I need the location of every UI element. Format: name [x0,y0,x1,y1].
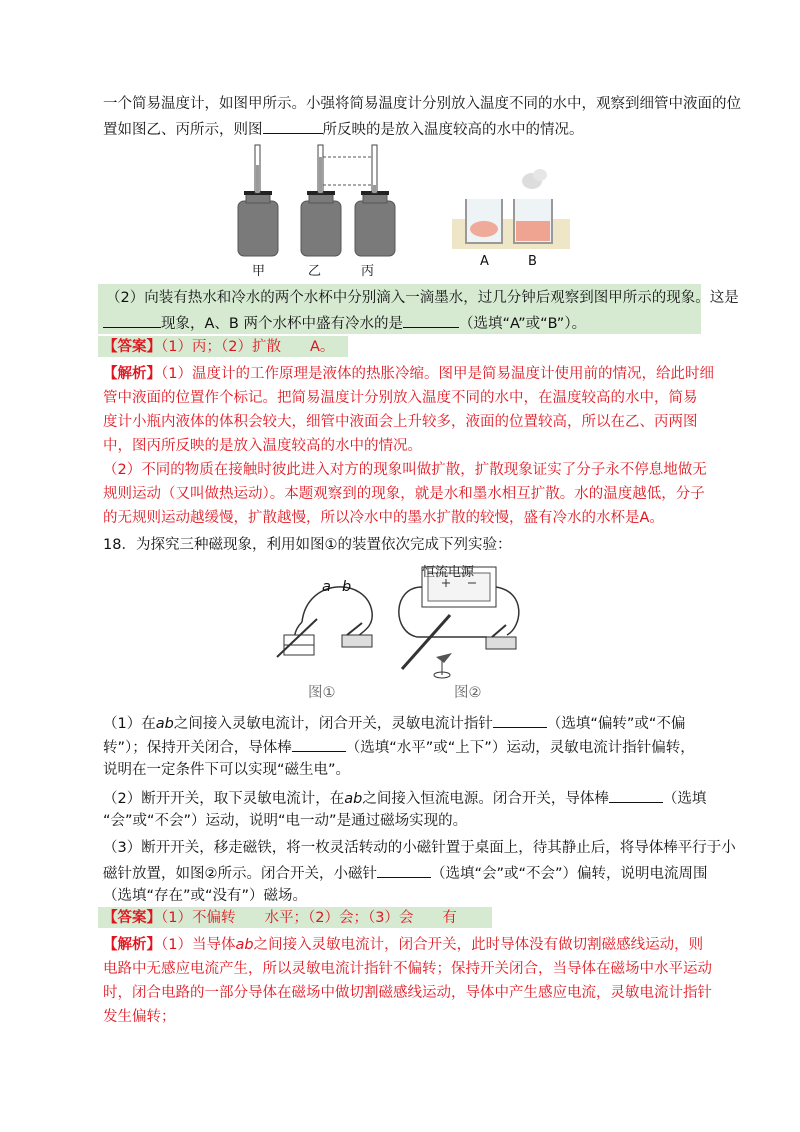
analysis-18-line-2: 电路中无感应电流产生，所以灵敏电流计指针不偏转；保持开关闭合，当导体在磁场中水平运动 [103,961,712,977]
analysis-17-line-2: 管中液面的位置作个标记。把简易温度计分别放入温度不同的水中，在温度较高的水中，简易 [103,390,698,406]
analysis-17-line-6: 规则运动（又叫做热运动）。本题观察到的现象，就是水和墨水相互扩散。水的温度越低，分子 [103,486,705,502]
q18-p1-line-3: 说明在一定条件下可以实现“磁生电”。 [103,762,351,778]
power-supply-label: 恒流电源 [422,565,475,580]
q18-p3-line-2: 磁针放置，如图②所示。闭合开关，小磁针 （选填“会”或“不会”）偏转，说明电流周围 [103,862,708,884]
beaker-figure [452,167,570,252]
q18-p3-line-3: （选填“存在”或“没有”）磁场。 [103,888,308,904]
q18-p2-line-2: “会”或“不会”）运动，说明“电一动”是通过磁场实现的。 [103,813,468,829]
q18-p2-line-1: （2）断开开关，取下灵敏电流计，在ab之间接入恒流电源。闭合开关，导体棒 （选填 [103,787,706,809]
answer-tag: 【答案】 [103,910,161,926]
analysis-18-line-4: 发生偏转； [103,1009,176,1025]
answer-blank[interactable] [377,862,431,878]
q18-p3-line-1: （3）断开开关，移走磁铁，将一枚灵活转动的小磁针置于桌面上，待其静止后，将导体棒平行于小 [103,840,736,856]
thermometer-figure [230,143,400,278]
answer-blank[interactable] [403,312,459,328]
figure-1-caption: 图① [308,685,336,701]
thermo-caption-yi: 乙 [308,264,322,279]
analysis-17-line-4: 中，图丙所反映的是放入温度较高的水中的情况。 [103,438,422,454]
analysis-17-line-1: 【解析】（1）温度计的工作原理是液体的热胀冷缩。图甲是简易温度计使用前的情况，给此时细 [103,366,714,382]
thermo-caption-jia: 甲 [252,264,266,279]
figure-2-caption: 图② [454,685,482,701]
analysis-17-line-7: 的无规则运动越缓慢，扩散越慢，所以冷水中的墨水扩散的较慢，盛有冷水的水杯是A。 [103,510,664,526]
answer-blank[interactable] [493,712,547,728]
q2-line-2: 现象，A、B 两个水杯中盛有冷水的是 （选填“A”或“B”）。 [103,312,586,334]
beaker-caption-a: A [480,254,489,269]
question-18-stem: 18．为探究三种磁现象，利用如图①的装置依次完成下列实验： [103,537,512,553]
answer-text: （1）不偏转 水平；（2）会；（3）会 有 [161,910,457,926]
answer-text: （1）丙；（2）扩散 A。 [161,339,335,355]
q18-p1-line-2: 转”）；保持开关闭合，导体棒 （选填“水平”或“上下”）运动，灵敏电流计指针偏转， [103,736,695,758]
intro-line-2: 置如图乙、丙所示，则图 所反映的是放入温度较高的水中的情况。 [103,118,584,140]
answer-17 [103,337,334,357]
magnet-experiment-figure [272,557,537,697]
q2-line-1: （2）向装有热水和冷水的两个水杯中分别滴入一滴墨水，过几分钟后观察到图甲所示的现象。这是 [106,290,739,306]
answer-blank[interactable] [263,118,323,134]
intro-line-1: 一个简易温度计，如图甲所示。小强将简易温度计分别放入温度不同的水中，观察到细管中液面的位 [103,96,741,112]
answer-blank[interactable] [292,736,346,752]
beaker-caption-b: B [528,254,537,269]
answer-18 [103,908,457,928]
thermo-caption-bing: 丙 [361,264,375,279]
analysis-18-line-3: 时，闭合电路的一部分导体在磁场中做切割磁感线运动，导体中产生感应电流，灵敏电流计指针 [103,985,712,1001]
answer-tag: 【答案】 [103,339,161,355]
analysis-18-line-1: 【解析】（1）当导体ab之间接入灵敏电流计，闭合开关，此时导体没有做切割磁感线运动，则 [103,937,704,953]
analysis-17-line-3: 度计小瓶内液体的体积会较大，细管中液面会上升较多，液面的位置较高，所以在乙、丙两图 [103,414,698,430]
analysis-17-line-5: （2）不同的物质在接触时彼此进入对方的现象叫做扩散，扩散现象证实了分子永不停息地做无 [103,462,707,478]
answer-blank[interactable] [609,787,663,803]
label-b: b [342,579,352,595]
label-a: a [322,579,331,595]
q18-p1-line-1: （1）在ab之间接入灵敏电流计，闭合开关，灵敏电流计指针 （选填“偏转”或“不偏 [103,712,685,734]
answer-blank[interactable] [103,312,161,328]
